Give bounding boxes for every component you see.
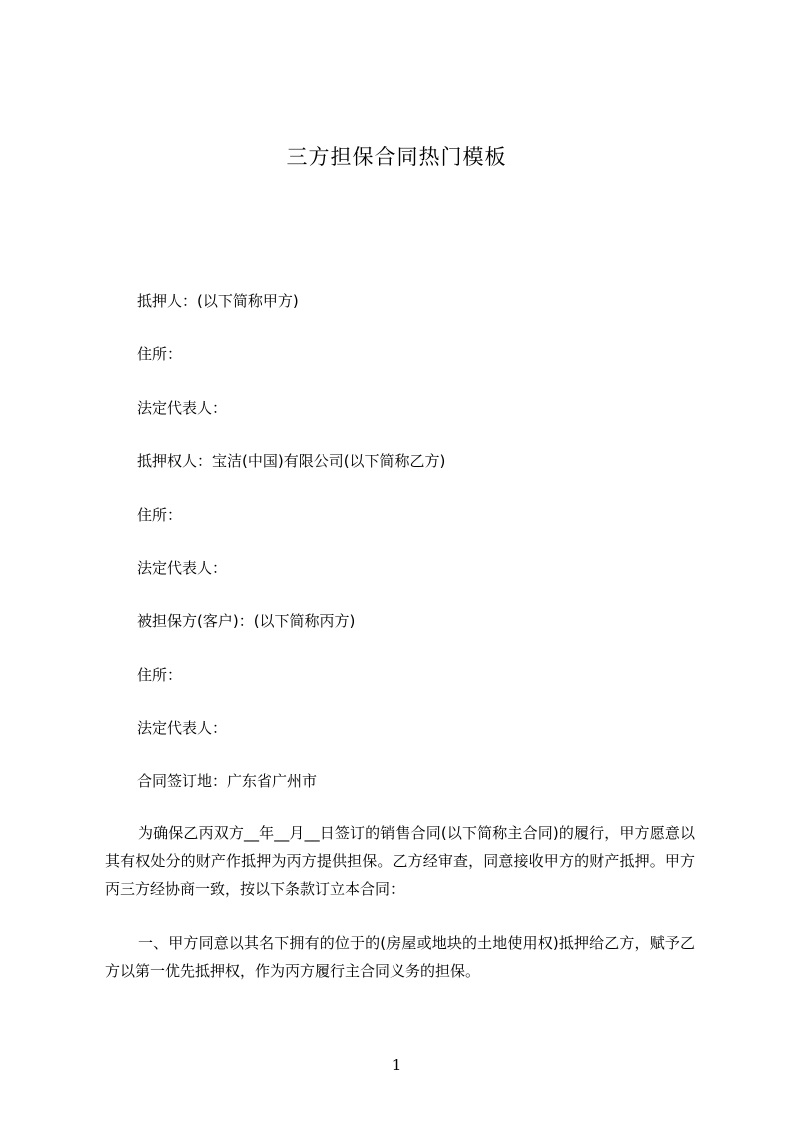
- clause-one-paragraph: 一、甲方同意以其名下拥有的位于的(房屋或地块的土地使用权)抵押给乙方，赋予乙方以第一优先抵押权，作为丙方履行主合同义务的担保。: [105, 934, 695, 980]
- document-title: 三方担保合同热门模板: [286, 145, 507, 169]
- guaranteed-party-line: 被担保方(客户)：(以下简称丙方): [137, 612, 356, 630]
- preamble-paragraph: 为确保乙丙双方__年__月__日签订的销售合同(以下简称主合同)的履行，甲方愿意以其有权处分的财产作抵押为丙方提供担保。乙方经审查，同意接收甲方的财产抵押。甲方丙三方经协商一致，按以下条款订立本合同：: [105, 824, 695, 898]
- guaranteed-party-representative-line: 法定代表人：: [137, 719, 228, 737]
- page-number: 1: [391, 1056, 402, 1074]
- mortgagor-representative-line: 法定代表人：: [137, 399, 228, 417]
- signing-location-line: 合同签订地：广东省广州市: [137, 772, 318, 790]
- mortgagor-address-line: 住所：: [137, 345, 183, 363]
- mortgagee-address-line: 住所：: [137, 506, 183, 524]
- guaranteed-party-address-line: 住所：: [137, 666, 183, 684]
- mortgagee-line: 抵押权人：宝洁(中国)有限公司(以下简称乙方): [137, 452, 446, 470]
- mortgagee-representative-line: 法定代表人：: [137, 559, 228, 577]
- mortgagor-line: 抵押人：(以下简称甲方): [137, 292, 299, 310]
